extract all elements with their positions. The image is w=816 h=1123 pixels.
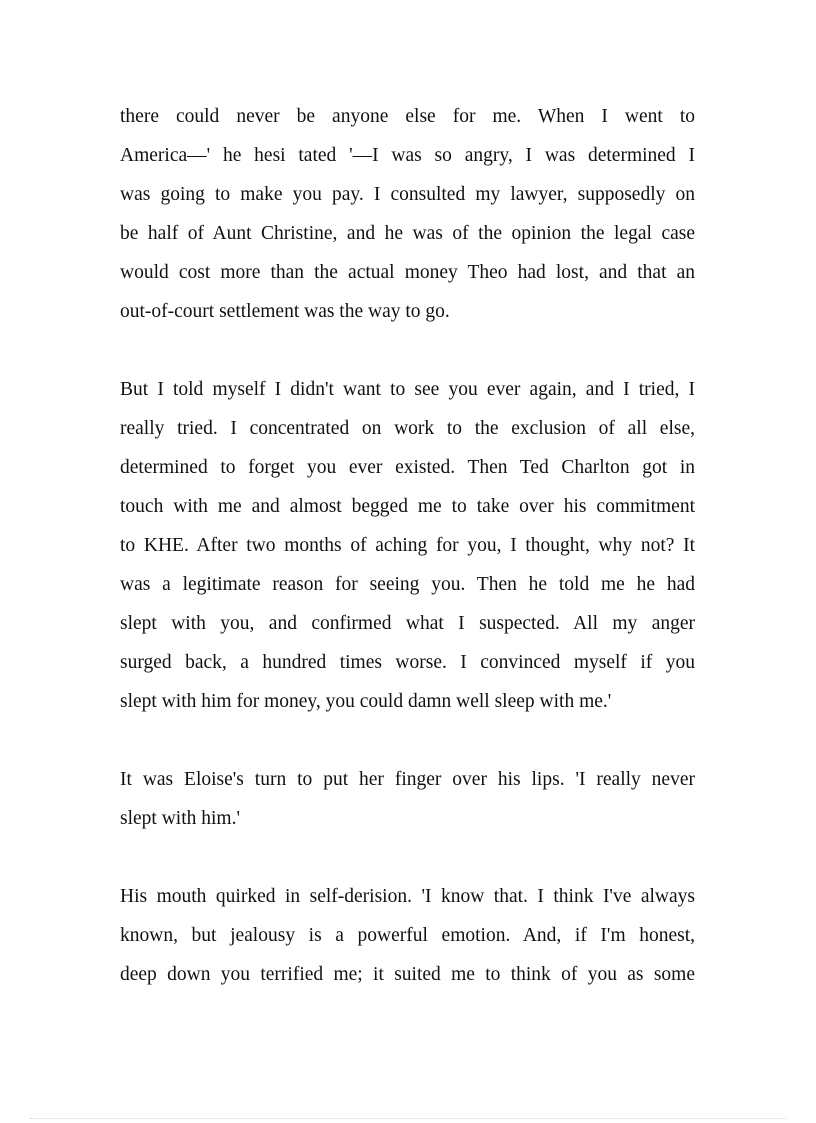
text-line: out-of-court settlement was the way to go. bbox=[120, 301, 450, 322]
text-line: known, but jealousy is a powerful emotion. And, if I'm honest, bbox=[120, 925, 695, 946]
page-bottom-divider bbox=[30, 1118, 786, 1119]
text-line: to KHE. After two months of aching for you, I thought, why not? It bbox=[120, 535, 695, 556]
paragraph-3 bbox=[120, 760, 695, 838]
body-text bbox=[120, 97, 695, 994]
text-line: touch with me and almost begged me to take over his commitment bbox=[120, 496, 695, 517]
text-line: But I told myself I didn't want to see you ever again, and I tried, I bbox=[120, 379, 695, 400]
text-line: slept with him for money, you could damn well sleep with me.' bbox=[120, 691, 612, 712]
text-line: slept with you, and confirmed what I suspected. All my anger bbox=[120, 613, 695, 634]
text-line: His mouth quirked in self-derision. 'I know that. I think I've always bbox=[120, 886, 695, 907]
text-line: was a legitimate reason for seeing you. Then he told me he had bbox=[120, 574, 695, 595]
text-line: there could never be anyone else for me. When I went to bbox=[120, 106, 695, 127]
text-line: determined to forget you ever existed. Then Ted Charlton got in bbox=[120, 457, 695, 478]
text-line: would cost more than the actual money Theo had lost, and that an bbox=[120, 262, 695, 283]
paragraph-1 bbox=[120, 97, 695, 331]
text-line: be half of Aunt Christine, and he was of the opinion the legal case bbox=[120, 223, 695, 244]
text-line: America—' he hesi tated '—I was so angry, I was determined I bbox=[120, 145, 695, 166]
paragraph-4 bbox=[120, 877, 695, 994]
text-line: surged back, a hundred times worse. I convinced myself if you bbox=[120, 652, 695, 673]
text-line: deep down you terrified me; it suited me to think of you as some bbox=[120, 964, 695, 985]
text-line: It was Eloise's turn to put her finger over his lips. 'I really never bbox=[120, 769, 695, 790]
text-line: slept with him.' bbox=[120, 808, 240, 829]
paragraph-2 bbox=[120, 370, 695, 721]
text-line: really tried. I concentrated on work to the exclusion of all else, bbox=[120, 418, 695, 439]
text-line: was going to make you pay. I consulted my lawyer, supposedly on bbox=[120, 184, 695, 205]
